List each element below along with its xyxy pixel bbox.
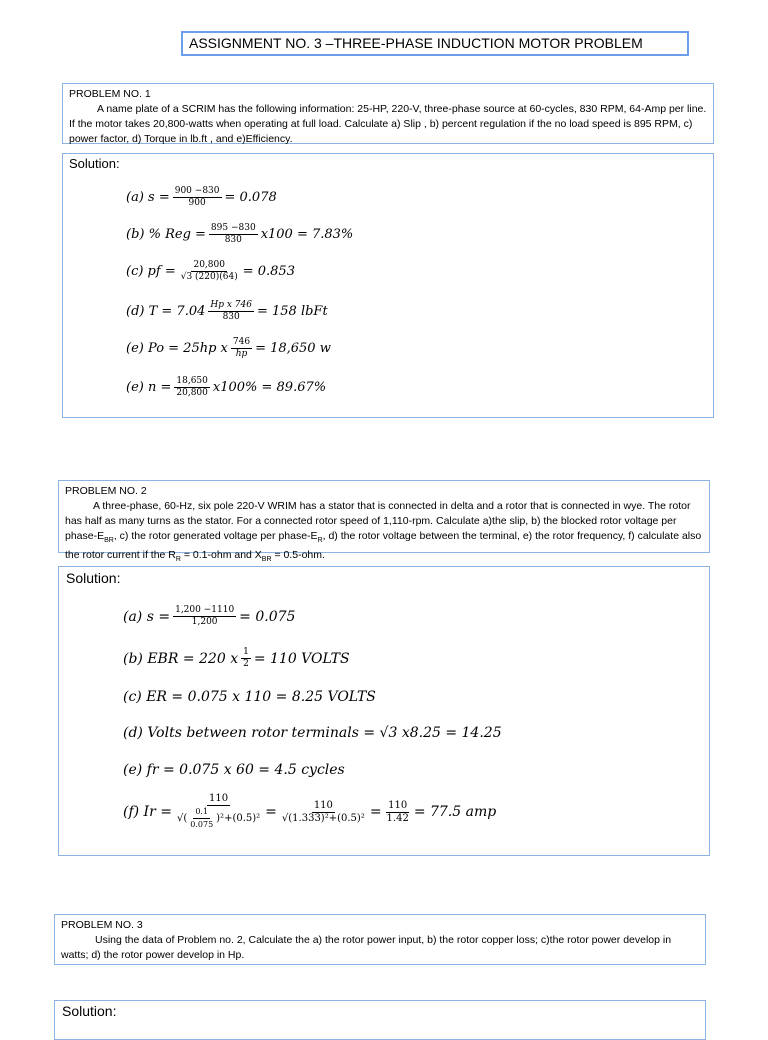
problem-3-text: Using the data of Problem no. 2, Calculate the a) the rotor power input, b) the rotor copper loss; c)the rotor power develop in watts; d) the rotor power develop in Hp.	[61, 934, 672, 961]
solution-2-eq-e: (e) fr = 0.075 x 60 = 4.5 cycles	[123, 762, 345, 778]
problem-2-box	[58, 480, 710, 564]
problem-1-box	[62, 83, 714, 144]
solution-2-eq-d: (d) Volts between rotor terminals = √3 x8.25 = 14.25	[123, 725, 502, 741]
problem-2-text: A three-phase, 60-Hz, six pole 220-V WRIM has a stator that is connected in delta and a rotor that is connected in wye. The rotor has half as many turns as the stator. For a connected rotor speed of 1,110-rpm. Calculate a)the slip, b) the blocked rotor voltage per phase-$E_{BR}$, c) the rotor generated voltage per phase-$E_R$, d) the rotor voltage between the terminal, e) the rotor frequency, f) calculate also the rotor current if the $R_R = 0.1-ohm$ and $X_{BR} = 0.5-ohm$.	[65, 500, 702, 564]
solution-3-box	[54, 1000, 706, 1040]
solution-1-eq-d: (d) T = 7.04 $\frac{\text{Hp x 746}}{830}$ = 158 lbFt	[126, 300, 328, 322]
assignment-title: ASSIGNMENT NO. 3 –THREE-PHASE INDUCTION MOTOR PROBLEM	[189, 35, 643, 51]
solution-2-box	[58, 566, 710, 856]
solution-2-eq-b: (b) EBR = 220 x $\frac{1}{2}$ = 110 VOLTS	[123, 647, 350, 669]
solution-1-eq-a: (a) s = $\frac{900 -830}{900}$ = 0.078	[126, 186, 277, 208]
solution-1-box	[62, 153, 714, 418]
problem-1-heading: PROBLEM NO. 1	[69, 88, 151, 100]
solution-2-label: Solution:	[66, 570, 121, 586]
solution-1-eq-c: (c) pf = $\frac{20,800}{√3 (220)(64)}$ = 0.853	[126, 260, 295, 282]
solution-3-label: Solution:	[62, 1003, 117, 1019]
problem-1-text: A name plate of a SCRIM has the following information: 25-HP, 220-V, three-phase source at 60-cycles, 830 RPM, 64-Amp per line. If the motor takes 20,800-watts when operating at full load. Calculate a) Slip , b) percent regulation if the no load speed is 895 RPM, c) power factor, d) Torque in lb.ft , and e)Efficiency.	[69, 103, 707, 145]
solution-1-eq-f: (e) n = $\frac{18,650}{20,800}$ x100% = 89.67%	[126, 376, 327, 398]
problem-2-heading: PROBLEM NO. 2	[65, 485, 147, 497]
solution-1-eq-b: (b) % Reg = $\frac{895 -830}{830}$ x100 = 7.83%	[126, 223, 354, 245]
solution-1-label: Solution:	[69, 156, 120, 171]
problem-3-heading: PROBLEM NO. 3	[61, 919, 143, 931]
assignment-title-box	[181, 31, 689, 56]
solution-2-eq-a: (a) s = $\frac{1,200 -1110}{1,200}$ = 0.075	[123, 605, 296, 627]
problem-3-box	[54, 914, 706, 965]
solution-2-eq-c: (c) ER = 0.075 x 110 = 8.25 VOLTS	[123, 689, 376, 705]
solution-2-eq-f: (f) Ir = 110 √( $\frac{0.1}{0.075}$ )² +(0.5)² = $\frac{110}{\text{√(1.333)²+(0.5)²}}$ = $\frac{110}{1.42}$ = 77.5 amp	[123, 793, 497, 829]
solution-1-eq-e: (e) Po = 25hp x $\frac{746}{hp}$ = 18,650 w	[126, 337, 331, 359]
